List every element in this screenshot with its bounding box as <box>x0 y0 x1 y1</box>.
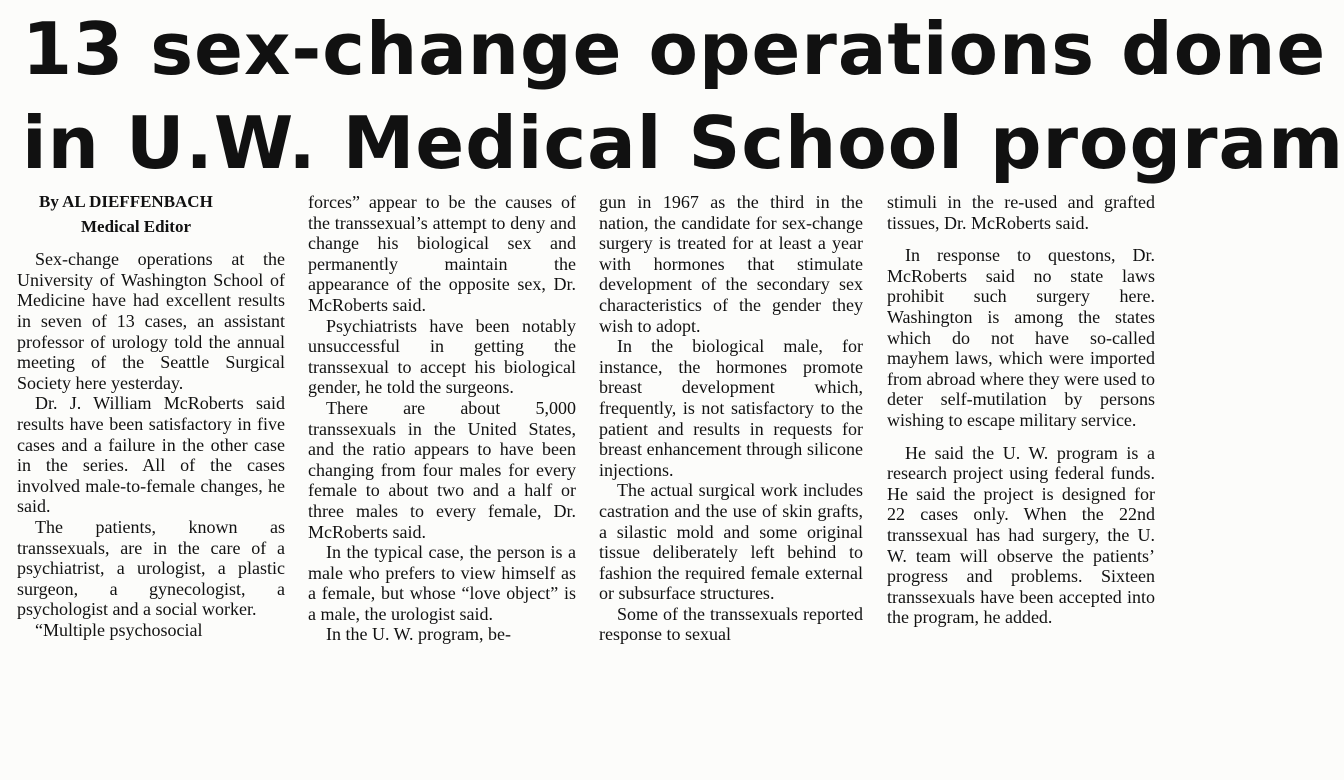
paragraph: The patients, known as transsexuals, are in the care of a psychiatrist, a urologist, a plastic surgeon, a gynecologist, a psychologist and a social worker. <box>17 516 285 620</box>
headline <box>22 2 1344 190</box>
paragraph: Sex-change operations at the University of Washington School of Medicine have had excellent results in seven of 13 cases, an assistant professor of urology told the annual meeting of the Seattle Surgical Society here yesterday. <box>17 249 285 393</box>
headline-line-1: 13 sex-change operations done <box>22 7 1327 91</box>
headline-line-2: in U.W. Medical School program <box>22 101 1344 185</box>
article-column-2 <box>308 192 576 772</box>
paragraph-start: “Multiple psychosocial <box>35 619 203 640</box>
article-column-3 <box>599 192 863 772</box>
article-column-4 <box>887 192 1155 772</box>
paragraph: In response to questons, Dr. McRoberts said no state laws prohibit such surgery here. Washington is among the states which do not have so-called mayhem laws, which were imported from abroad where they were used to deter self-mutilation by persons wishing to escape military service. <box>887 245 1155 430</box>
paragraph-continued: forces” appear to be the causes of the transsexual’s attempt to deny and change his biological sex and permanently maintain the appearance of the opposite sex, Dr. McRoberts said. <box>308 192 576 315</box>
paragraph-start: Some of the transsexuals reported response to sexual <box>599 603 863 645</box>
paragraph: Psychiatrists have been notably unsuccessful in getting the transsexual to accept his biological gender, he told the surgeons. <box>308 315 576 398</box>
paragraph: There are about 5,000 transsexuals in the United States, and the ratio appears to have been changing from four males for every female to about two and a half or three males to every female, Dr. McRoberts said. <box>308 397 576 542</box>
paragraph: Dr. J. William McRoberts said results have been satisfactory in five cases and a failure in the other case in the series. All of the cases involved male-to-female changes, he said. <box>17 393 285 517</box>
paragraph: He said the U. W. program is a research project using federal funds. He said the project is designed for 22 cases only. When the 22nd transsexual has had surgery, the U. W. team will observe the patients’ progress and problems. Sixteen transsexuals have been accepted into the program, he added. <box>887 442 1155 628</box>
article-column-1 <box>17 192 285 772</box>
paragraph-continued: gun in 1967 as the third in the nation, the candidate for sex-change surgery is treated for at least a year with hormones that stimulate development of the secondary sex characteristics of the gender they wish to adopt. <box>599 192 863 336</box>
paragraph: In the biological male, for instance, the hormones promote breast development which, frequently, is not satisfactory to the patient and results in requests for breast enhancement through silicone injections. <box>599 336 863 480</box>
paragraph: The actual surgical work includes castration and the use of skin grafts, a silastic mold and some original tissue deliberately left behind to fashion the required female external or subsurface structures. <box>599 480 863 604</box>
byline: By AL DIEFFENBACH <box>39 192 213 211</box>
paragraph: In the typical case, the person is a male who prefers to view himself as a female, but whose “love object” is a male, the urologist said. <box>308 542 576 624</box>
byline-role: Medical Editor <box>81 216 192 236</box>
paragraph-start: In the U. W. program, be- <box>326 624 511 645</box>
paragraph-continued: stimuli in the re-used and grafted tissues, Dr. McRoberts said. <box>887 192 1155 233</box>
